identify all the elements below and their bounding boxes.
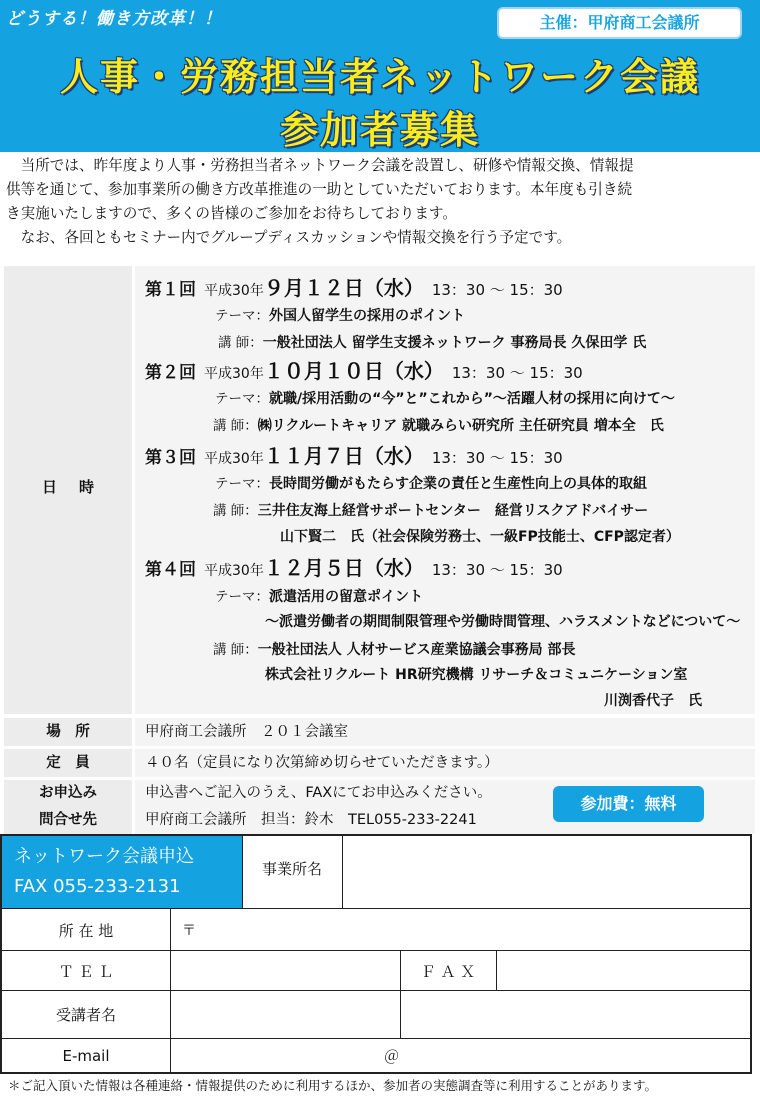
form-divider (2, 950, 750, 951)
theme-text: 長時間労働がもたらす企業の責任と生産性向上の具体的取組 (269, 476, 647, 492)
lecturer-text: 川渕香代子 氏 (604, 693, 702, 709)
at-mark: ＠ (384, 1047, 400, 1065)
lecturer-text: 株式会社リクルート HR研究機構 リサーチ＆コミュニケーション室 (265, 667, 688, 683)
apply-contact-label-cell (4, 780, 132, 834)
fax-label: Ｆ Ａ Ｘ (420, 963, 476, 981)
schedule-label: 日時 (41, 478, 116, 496)
postal-mark: 〒 (182, 923, 196, 939)
session-3-lecturer (213, 499, 648, 520)
session-date: １１月７日（水） (263, 444, 424, 468)
schedule-label-cell (4, 266, 132, 714)
session-4-theme (215, 585, 423, 606)
session-date: ９月１２日（水） (263, 276, 424, 300)
session-year: 平成30年 (204, 283, 264, 299)
lecturer-text: ㈱リクルートキャリア 就職みらい研究所 主任研究員 増本全 氏 (257, 418, 664, 434)
capacity-label: 定 員 (4, 749, 132, 777)
intro-line: 当所では、昨年度より人事・労務担当者ネットワーク会議を設置し、研修や情報交換、情報提 (6, 157, 634, 174)
fax-field[interactable] (498, 952, 748, 988)
page-subtitle: 参加者募集 (279, 108, 480, 152)
lecturer-label: 講 師： (213, 418, 258, 434)
session-date: １０月１０日（水） (263, 359, 444, 383)
session-number: 第１回 (145, 280, 196, 300)
lecturer-label: 講 師： (213, 503, 258, 519)
intro-line: なお、各回ともセミナー内でグループディスカッションや情報交換を行う予定です。 (6, 229, 572, 246)
attendee-label: 受講者名 (55, 1006, 116, 1024)
theme-label: テーマ： (215, 476, 269, 492)
footnote: ＊ご記入頂いた情報は各種連絡・情報提供のために利用するほか、参加者の実態調査等に利用することがあります。 (8, 1078, 658, 1093)
venue-value: 甲府商工会議所 ２０１会議室 (135, 718, 755, 746)
form-divider (342, 836, 343, 908)
tel-label: Ｔ Ｅ Ｌ (58, 963, 114, 981)
session-1-theme (215, 304, 465, 325)
theme-label: テーマ： (215, 391, 269, 407)
catchphrase: どうする！働き方改革！！ (6, 9, 222, 29)
lecturer-text: 三井住友海上経営サポートセンター 経営リスクアドバイサー (257, 503, 649, 519)
session-1-heading (145, 272, 563, 301)
session-3-heading (145, 440, 563, 469)
fax-number: FAX 055-233-2131 (14, 876, 181, 897)
lecturer-text: 一般社団法人 人材サービス産業協議会事務局 部長 (257, 642, 576, 658)
email-field[interactable] (172, 1040, 748, 1072)
intro-line: き実施いたしますので、多くの皆様のご参加をお待ちしております。 (6, 205, 457, 222)
session-time: 13：30 ～ 15：30 (431, 281, 563, 299)
company-field[interactable] (344, 836, 748, 906)
session-4-lecturer-cont (265, 664, 687, 684)
apply-label: お申込み (39, 785, 97, 801)
application-form (0, 834, 752, 1074)
session-date: １２月５日（水） (263, 556, 424, 580)
session-3-theme (215, 472, 647, 493)
capacity-value: ４０名（定員になり次第締め切らせていただきます。） (135, 749, 755, 777)
form-divider (2, 908, 750, 909)
session-number: 第２回 (145, 363, 196, 383)
form-divider (2, 990, 750, 991)
session-3-lecturer-cont (280, 526, 680, 546)
email-label: E-mail (62, 1047, 110, 1065)
page-title: 人事・労務担当者ネットワーク会議 (59, 55, 700, 99)
theme-text: ～派遣労働者の期間制限管理や労働時間管理、ハラスメントなどについて～ (265, 614, 741, 630)
session-4-theme-cont (265, 611, 740, 631)
intro-line: 供等を通じて、参加事業所の働き方改革推進の一助としていただいております。本年度も引き続 (6, 181, 633, 198)
contact-label: 問合せ先 (39, 812, 97, 828)
address-label: 所 在 地 (58, 922, 114, 940)
attendee-field-1[interactable] (172, 992, 398, 1036)
apply-value: 申込書へご記入のうえ、FAXにてお申込みください。 (145, 785, 492, 801)
session-time: 13：30 ～ 15：30 (451, 364, 583, 382)
theme-label: テーマ： (215, 308, 269, 324)
session-time: 13：30 ～ 15：30 (431, 449, 563, 467)
session-year: 平成30年 (204, 563, 264, 579)
lecturer-label: 講 師： (213, 642, 258, 658)
session-4-lecturer-name (604, 690, 702, 710)
lecturer-label: 講 師： (218, 335, 263, 351)
theme-text: 派遣活用の留意ポイント (269, 589, 423, 605)
contact-value: 甲府商工会議所 担当：鈴木 TEL055-233-2241 (145, 812, 477, 828)
theme-text: 就職/採用活動の“今”と”これから”～活躍人材の採用に向けて～ (269, 391, 675, 407)
session-number: 第３回 (145, 448, 196, 468)
lecturer-text: 一般社団法人 留学生支援ネットワーク 事務局長 久保田学 氏 (262, 335, 647, 351)
session-time: 13：30 ～ 15：30 (431, 561, 563, 579)
fee-badge: 参加費：無料 (553, 786, 704, 822)
theme-label: テーマ： (215, 589, 269, 605)
session-year: 平成30年 (204, 366, 264, 382)
lecturer-text: 山下賢二 氏（社会保険労務士、一級FP技能士、CFP認定者） (280, 529, 680, 545)
company-label: 事業所名 (261, 860, 322, 878)
form-divider (2, 1038, 750, 1039)
venue-label: 場 所 (4, 718, 132, 746)
session-year: 平成30年 (204, 451, 264, 467)
session-2-heading (145, 355, 583, 384)
sponsor-badge: 主催：甲府商工会議所 (497, 7, 742, 39)
session-number: 第４回 (145, 560, 196, 580)
session-4-heading (145, 552, 563, 581)
apply-title: ネットワーク会議申込 (14, 846, 194, 867)
session-2-lecturer (213, 414, 664, 435)
attendee-field-2[interactable] (402, 992, 748, 1036)
fax-application-box (2, 836, 242, 908)
intro-text (6, 154, 754, 250)
session-2-theme (215, 387, 675, 408)
session-1-lecturer (218, 331, 646, 352)
header-banner (0, 0, 760, 152)
tel-field[interactable] (172, 952, 398, 988)
form-divider (496, 950, 497, 990)
address-field[interactable] (172, 910, 748, 948)
theme-text: 外国人留学生の採用のポイント (269, 308, 465, 324)
session-4-lecturer (213, 638, 576, 659)
